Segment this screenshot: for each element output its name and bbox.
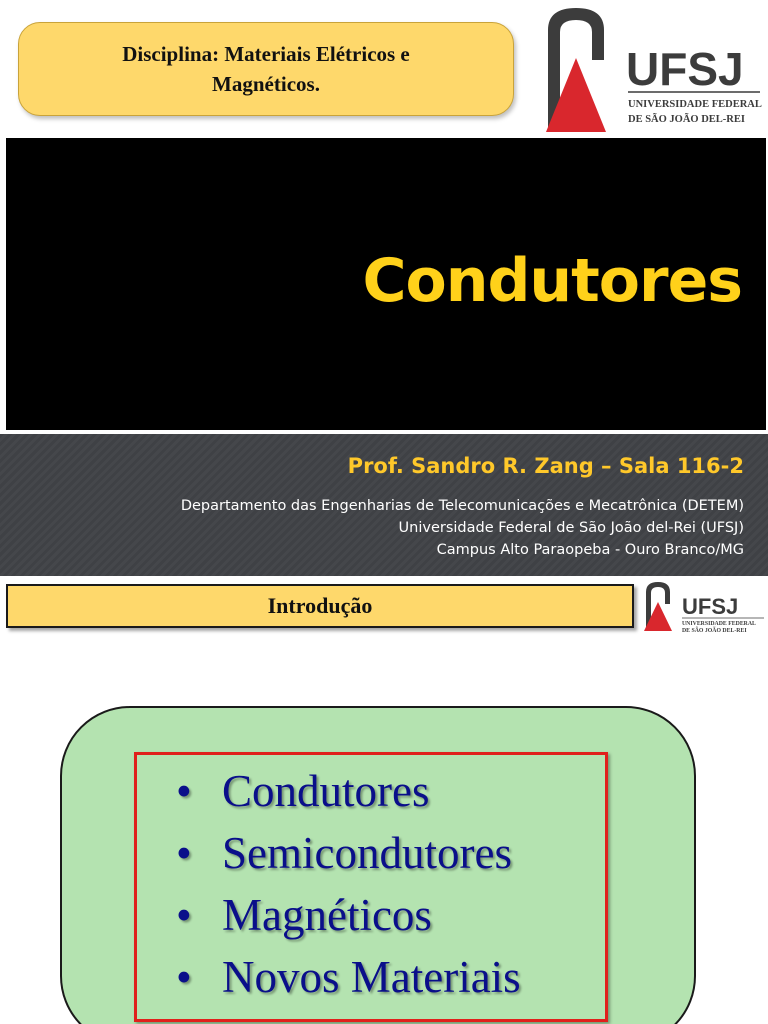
topic-item [176,946,521,1008]
ufsj-logo-small [640,578,768,634]
bullet-icon: • [176,952,192,1002]
ufsj-logo-mark [536,0,768,135]
ufsj-logo [536,0,768,135]
topic-item [176,760,521,822]
topic-item [176,884,521,946]
bullet-icon: • [176,766,192,816]
logo-line-2: DE SÃO JOÃO DEL-REI [628,114,745,125]
department-line: Departamento das Engenharias de Telecomunicações e Mecatrônica (DETEM) [180,498,744,514]
topic-label: Novos Materiais [222,952,521,1002]
logo-small-line-1: UNIVERSIDADE FEDERAL [682,621,756,627]
slide-title: Condutores [362,246,742,316]
topic-item [176,822,521,884]
professor-line: Prof. Sandro R. Zang – Sala 116-2 [347,454,744,478]
logo-line-1: UNIVERSIDADE FEDERAL [628,99,762,110]
logo-small-acronym: UFSJ [682,594,739,619]
intro-header-bar [6,584,634,628]
logo-acronym: UFSJ [626,43,744,95]
campus-line: Campus Alto Paraopeba - Ouro Branco/MG [436,542,744,558]
bullet-icon: • [176,890,192,940]
topics-list [176,760,521,1008]
bullet-icon: • [176,828,192,878]
university-line: Universidade Federal de São João del-Rei (UFSJ) [398,520,744,536]
department-block [181,495,744,561]
topic-label: Magnéticos [222,890,432,940]
intro-header: Introdução [267,593,373,618]
topic-label: Condutores [222,766,430,816]
discipline-box [18,22,514,116]
topic-label: Semicondutores [222,828,512,878]
ufsj-logo-small-mark [640,578,768,634]
discipline-title: Disciplina: Materiais Elétricos e Magnéticos. [122,42,410,96]
logo-small-line-2: DE SÃO JOÃO DEL-REI [682,628,747,634]
